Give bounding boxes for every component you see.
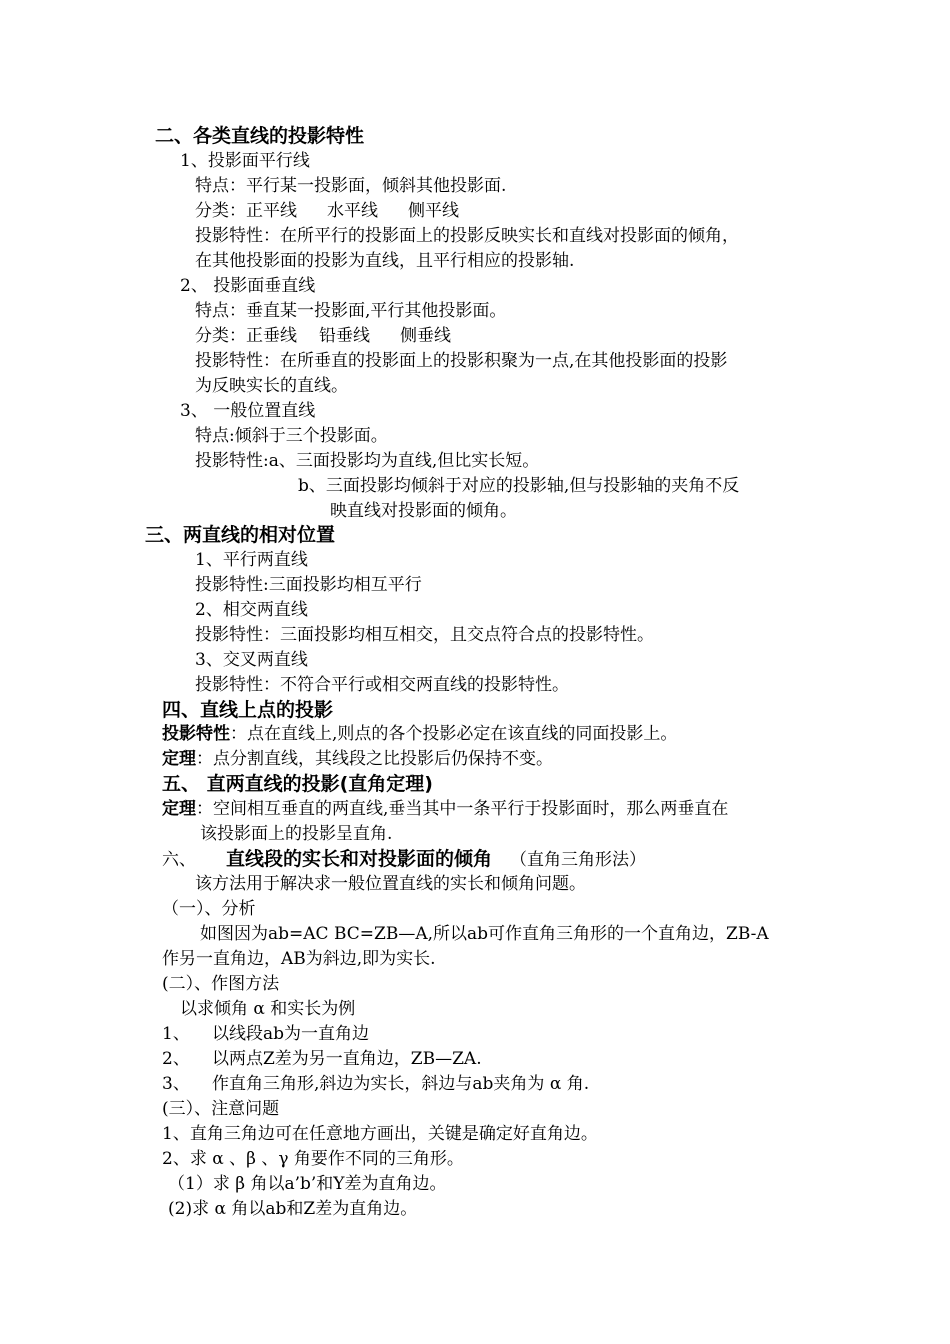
step-text: 以线段ab为一直角边 xyxy=(212,1024,370,1044)
point-on-line-theorem xyxy=(162,747,553,771)
perpendicular-line-property: 投影特性：在所垂直的投影面上的投影积聚为一点,在其他投影面的投影 xyxy=(195,351,728,371)
perpendicular-line-feature: 特点：垂直某一投影面,平行其他投影面。 xyxy=(195,301,507,321)
theorem-label: 定理 xyxy=(162,749,196,769)
analysis-text: 如图因为ab=AC BC=ZB—A,所以ab可作直角三角形的一个直角边，ZB-A xyxy=(200,924,769,944)
section-2-title: 二、各类直线的投影特性 xyxy=(155,125,365,147)
section-3-title: 三、两直线的相对位置 xyxy=(145,524,336,546)
intersecting-lines-heading: 2、相交两直线 xyxy=(195,600,308,620)
class-item: 正垂线 xyxy=(246,326,297,346)
general-line-property-b-cont: 映直线对投影面的倾角。 xyxy=(330,501,517,521)
drawing-step xyxy=(162,1047,482,1071)
parallel-line-property-cont: 在其他投影面的投影为直线，且平行相应的投影轴. xyxy=(195,251,575,271)
class-item: 侧垂线 xyxy=(400,326,451,346)
skew-lines-heading: 3、交叉两直线 xyxy=(195,650,308,670)
class-item: 水平线 xyxy=(327,201,378,221)
parallel-line-heading: 1、投影面平行线 xyxy=(180,151,310,171)
section-5-title: 五、 直两直线的投影(直角定理) xyxy=(162,773,433,795)
drawing-method-intro: 以求倾角 α 和实长为例 xyxy=(180,999,356,1019)
section-4-title: 四、直线上点的投影 xyxy=(162,699,334,721)
note-item: 1、直角三角边可在任意地方画出，关键是确定好直角边。 xyxy=(162,1124,598,1144)
parallel-lines-heading: 1、平行两直线 xyxy=(195,550,308,570)
notes-heading: (三）、注意问题 xyxy=(162,1099,280,1119)
general-line-heading: 3、 一般位置直线 xyxy=(180,401,316,421)
drawing-step xyxy=(162,1072,589,1096)
class-item: 正平线 xyxy=(246,201,297,221)
step-number: 2、 xyxy=(162,1049,190,1069)
theorem-text: ：空间相互垂直的两直线,垂当其中一条平行于投影面时，那么两垂直在 xyxy=(196,799,729,819)
perpendicular-line-heading: 2、 投影面垂直线 xyxy=(180,276,316,296)
step-text: 作直角三角形,斜边为实长，斜边与ab夹角为 α 角. xyxy=(212,1074,590,1094)
property-label: 投影特性 xyxy=(162,724,230,744)
general-line-property-b: b、三面投影均倾斜于对应的投影轴,但与投影轴的夹角不反 xyxy=(298,476,740,496)
class-item: 侧平线 xyxy=(408,201,459,221)
perpendicular-line-property-cont: 为反映实长的直线。 xyxy=(195,376,348,396)
right-angle-theorem xyxy=(162,797,728,821)
analysis-text-cont: 作另一直角边，AB为斜边,即为实长. xyxy=(162,949,436,969)
note-subitem: （1）求 β 角以a’b’和Y差为直角边。 xyxy=(168,1174,447,1194)
section-6-subtitle: （直角三角形法） xyxy=(510,850,647,870)
parallel-line-classes xyxy=(195,199,459,223)
parallel-line-property: 投影特性：在所平行的投影面上的投影反映实长和直线对投影面的倾角， xyxy=(195,226,739,246)
step-text: 以两点Z差为另一直角边，ZB—ZA. xyxy=(212,1049,482,1069)
class-label: 分类： xyxy=(195,201,246,221)
general-line-property-a: 投影特性:a、三面投影均为直线,但比实长短。 xyxy=(195,451,540,471)
step-number: 1、 xyxy=(162,1024,190,1044)
theorem-text: ：点分割直线，其线段之比投影后仍保持不变。 xyxy=(196,749,553,769)
step-number: 3、 xyxy=(162,1074,190,1094)
drawing-step xyxy=(162,1022,369,1046)
skew-lines-property: 投影特性：不符合平行或相交两直线的投影特性。 xyxy=(195,675,569,695)
property-text: ：点在直线上,则点的各个投影必定在该直线的同面投影上。 xyxy=(230,724,678,744)
perpendicular-line-classes xyxy=(195,324,451,348)
class-item: 铅垂线 xyxy=(319,326,370,346)
parallel-line-feature: 特点：平行某一投影面，倾斜其他投影面. xyxy=(195,176,507,196)
section-6-number: 六、 xyxy=(162,850,196,870)
theorem-label: 定理 xyxy=(162,799,196,819)
intersecting-lines-property: 投影特性：三面投影均相互相交，且交点符合点的投影特性。 xyxy=(195,625,654,645)
method-intro: 该方法用于解决求一般位置直线的实长和倾角问题。 xyxy=(195,874,586,894)
point-on-line-property xyxy=(162,722,677,746)
parallel-lines-property: 投影特性:三面投影均相互平行 xyxy=(195,575,422,595)
general-line-feature: 特点:倾斜于三个投影面。 xyxy=(195,426,388,446)
note-item: 2、求 α 、β 、γ 角要作不同的三角形。 xyxy=(162,1149,464,1169)
section-6-title xyxy=(162,847,646,872)
note-subitem: (2)求 α 角以ab和Z差为直角边。 xyxy=(168,1199,418,1219)
class-label: 分类： xyxy=(195,326,246,346)
right-angle-theorem-cont: 该投影面上的投影呈直角. xyxy=(200,824,393,844)
drawing-method-heading: (二）、作图方法 xyxy=(162,974,280,994)
analysis-heading: （一）、分析 xyxy=(162,899,256,919)
section-6-heading: 直线段的实长和对投影面的倾角 xyxy=(226,848,493,870)
